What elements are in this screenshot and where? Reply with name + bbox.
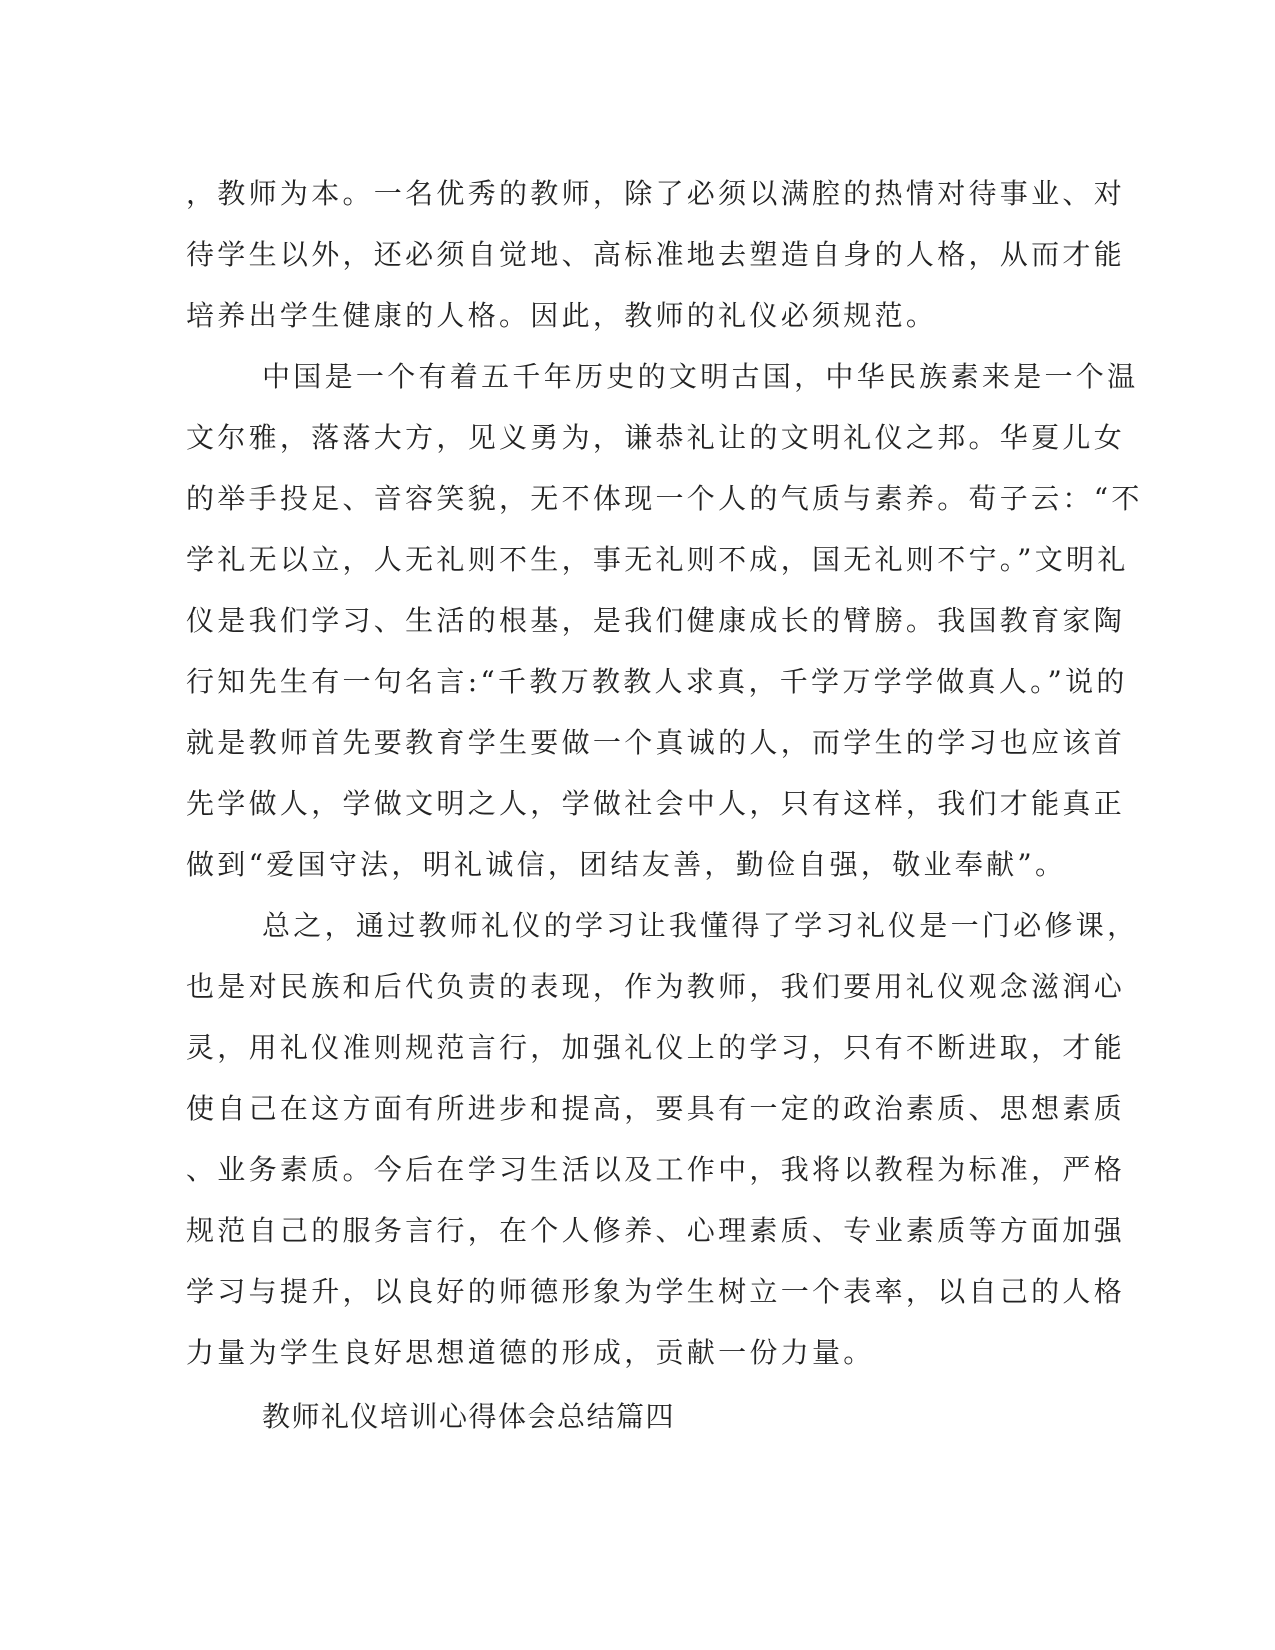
text-line: 规范自己的服务言行，在个人修养、心理素质、专业素质等方面加强 (186, 1214, 1126, 1247)
text-line: 待学生以外，还必须自觉地、高标准地去塑造自身的人格，从而才能 (186, 238, 1126, 271)
text-line: 学礼无以立，人无礼则不生，事无礼则不成，国无礼则不宁。”文明礼 (186, 543, 1129, 576)
text-line: 也是对民族和后代负责的表现，作为教师，我们要用礼仪观念滋润心 (186, 970, 1126, 1003)
text-line: 使自己在这方面有所进步和提高，要具有一定的政治素质、思想素质 (186, 1092, 1126, 1125)
text-line: 行知先生有一句名言:“千教万教教人求真，千学万学学做真人。”说的 (186, 665, 1128, 698)
text-line: 就是教师首先要教育学生要做一个真诚的人，而学生的学习也应该首 (186, 726, 1126, 759)
paragraph-first-line: 总之，通过教师礼仪的学习让我懂得了学习礼仪是一门必修课， (262, 909, 1139, 942)
text-line: 仪是我们学习、生活的根基，是我们健康成长的臂膀。我国教育家陶 (186, 604, 1126, 637)
text-line: 做到“爱国守法，明礼诚信，团结友善，勤俭自强，敬业奉献”。 (186, 848, 1067, 881)
section-heading: 教师礼仪培训心得体会总结篇四 (262, 1400, 676, 1433)
text-line: 培养出学生健康的人格。因此，教师的礼仪必须规范。 (186, 299, 938, 332)
text-line: 、业务素质。今后在学习生活以及工作中，我将以教程为标准，严格 (186, 1153, 1126, 1186)
body-text (186, 163, 1143, 1383)
text-line: ，教师为本。一名优秀的教师，除了必须以满腔的热情对待事业、对 (186, 177, 1126, 210)
text-line: 力量为学生良好思想道德的形成，贡献一份力量。 (186, 1336, 875, 1369)
text-line: 文尔雅，落落大方，见义勇为，谦恭礼让的文明礼仪之邦。华夏儿女 (186, 421, 1126, 454)
text-line: 的举手投足、音容笑貌，无不体现一个人的气质与素养。荀子云：“不 (186, 482, 1143, 515)
text-line: 灵，用礼仪准则规范言行，加强礼仪上的学习，只有不断进取，才能 (186, 1031, 1126, 1064)
paragraph-first-line: 中国是一个有着五千年历史的文明古国，中华民族素来是一个温 (262, 360, 1139, 393)
text-line: 学习与提升，以良好的师德形象为学生树立一个表率，以自己的人格 (186, 1275, 1126, 1308)
text-line: 先学做人，学做文明之人，学做社会中人，只有这样，我们才能真正 (186, 787, 1126, 820)
